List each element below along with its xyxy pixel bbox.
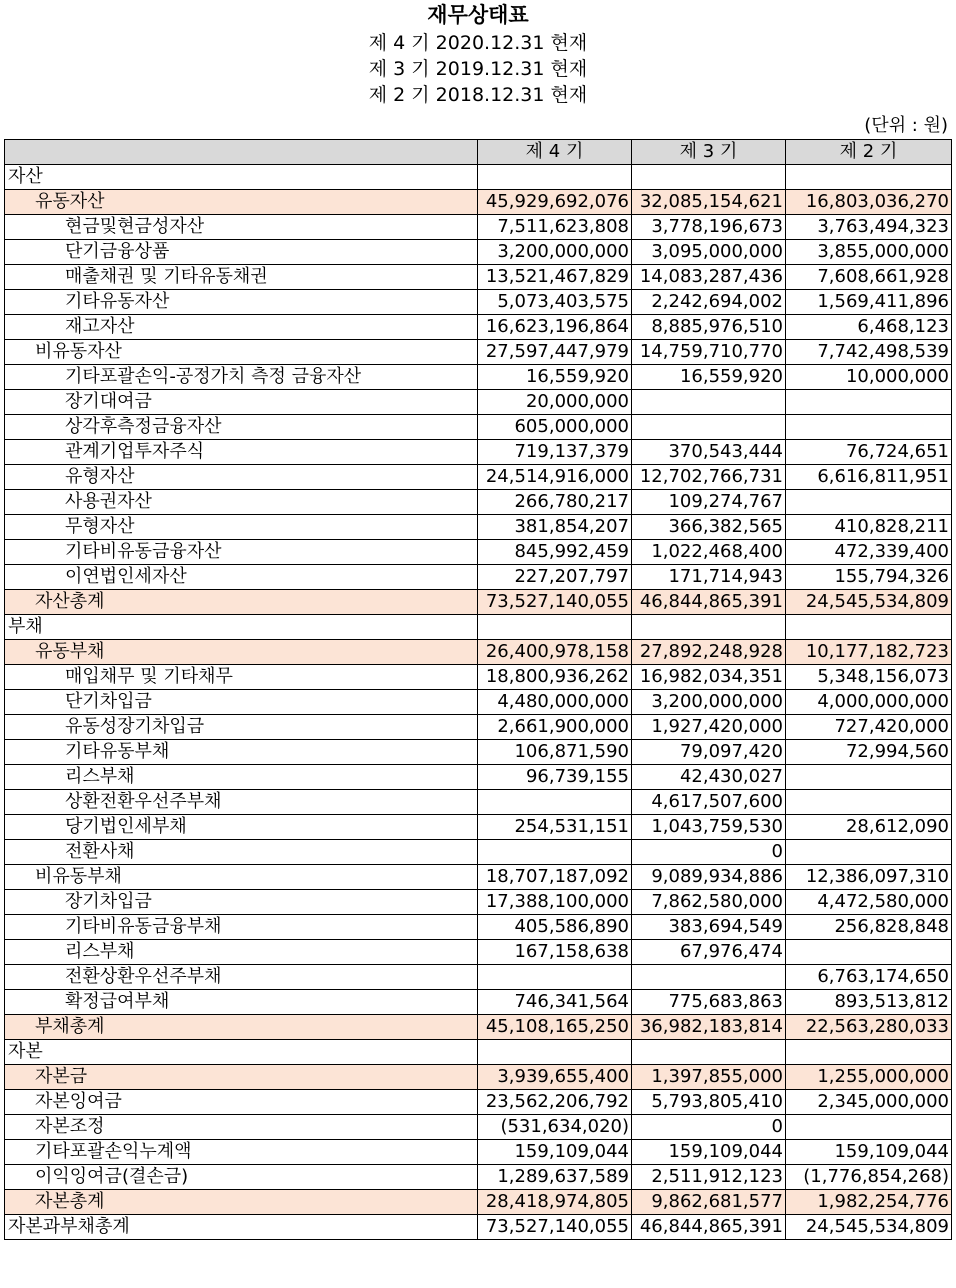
amount-cell: 2,511,912,123 — [632, 1165, 786, 1190]
amount-cell: 14,083,287,436 — [632, 265, 786, 290]
table-row — [5, 665, 952, 690]
account-name: 기타비유동금융자산 — [5, 540, 478, 565]
amount-cell: 79,097,420 — [632, 740, 786, 765]
amount-cell: 12,702,766,731 — [632, 465, 786, 490]
account-name: 매입채무 및 기타채무 — [5, 665, 478, 690]
table-row — [5, 765, 952, 790]
amount-cell: 256,828,848 — [786, 915, 952, 940]
amount-cell: 472,339,400 — [786, 540, 952, 565]
account-name: 전환사채 — [5, 840, 478, 865]
table-row — [5, 215, 952, 240]
amount-cell: 746,341,564 — [478, 990, 632, 1015]
amount-cell: 6,763,174,650 — [786, 965, 952, 990]
amount-cell: 1,982,254,776 — [786, 1190, 952, 1215]
amount-cell: 6,468,123 — [786, 315, 952, 340]
account-name: 이익잉여금(결손금) — [5, 1165, 478, 1190]
account-name: 무형자산 — [5, 515, 478, 540]
amount-cell: 67,976,474 — [632, 940, 786, 965]
amount-cell — [786, 490, 952, 515]
amount-cell: 381,854,207 — [478, 515, 632, 540]
amount-cell — [632, 615, 786, 640]
table-row — [5, 1065, 952, 1090]
header-period-4: 제 4 기 — [478, 140, 632, 165]
amount-cell: 4,617,507,600 — [632, 790, 786, 815]
account-name: 확정급여부채 — [5, 990, 478, 1015]
amount-cell: 7,742,498,539 — [786, 340, 952, 365]
amount-cell: 719,137,379 — [478, 440, 632, 465]
table-row — [5, 865, 952, 890]
table-row — [5, 1140, 952, 1165]
amount-cell: 18,800,936,262 — [478, 665, 632, 690]
amount-cell: 28,612,090 — [786, 815, 952, 840]
table-row — [5, 1115, 952, 1140]
amount-cell: 410,828,211 — [786, 515, 952, 540]
amount-cell: 5,793,805,410 — [632, 1090, 786, 1115]
account-name: 재고자산 — [5, 315, 478, 340]
amount-cell: 3,778,196,673 — [632, 215, 786, 240]
account-name: 자본 — [5, 1040, 478, 1065]
table-row — [5, 465, 952, 490]
amount-cell: 72,994,560 — [786, 740, 952, 765]
table-row — [5, 540, 952, 565]
table-row — [5, 940, 952, 965]
account-name: 부채총계 — [5, 1015, 478, 1040]
amount-cell: 16,559,920 — [632, 365, 786, 390]
account-name: 단기금융상품 — [5, 240, 478, 265]
period-prior-2: 제 2 기 2018.12.31 현재 — [368, 84, 588, 106]
account-name: 사용권자산 — [5, 490, 478, 515]
amount-cell: 76,724,651 — [786, 440, 952, 465]
header-period-2: 제 2 기 — [786, 140, 952, 165]
amount-cell: 727,420,000 — [786, 715, 952, 740]
amount-cell: 3,763,494,323 — [786, 215, 952, 240]
table-row — [5, 615, 952, 640]
amount-cell — [786, 840, 952, 865]
amount-cell — [786, 790, 952, 815]
account-name: 매출채권 및 기타유동채권 — [5, 265, 478, 290]
amount-cell: 20,000,000 — [478, 390, 632, 415]
amount-cell: 24,514,916,000 — [478, 465, 632, 490]
amount-cell: 171,714,943 — [632, 565, 786, 590]
account-name: 관계기업투자주식 — [5, 440, 478, 465]
table-row — [5, 1090, 952, 1115]
account-name: 자본금 — [5, 1065, 478, 1090]
table-row — [5, 490, 952, 515]
table-row — [5, 715, 952, 740]
account-name: 단기차입금 — [5, 690, 478, 715]
account-name: 전환상환우선주부채 — [5, 965, 478, 990]
header-row — [5, 140, 952, 165]
account-name: 부채 — [5, 615, 478, 640]
amount-cell: 8,885,976,510 — [632, 315, 786, 340]
amount-cell: 3,855,000,000 — [786, 240, 952, 265]
amount-cell: 13,521,467,829 — [478, 265, 632, 290]
account-name: 유동성장기차입금 — [5, 715, 478, 740]
amount-cell: 266,780,217 — [478, 490, 632, 515]
amount-cell: 32,085,154,621 — [632, 190, 786, 215]
table-row — [5, 740, 952, 765]
table-row — [5, 1015, 952, 1040]
account-name: 리스부채 — [5, 940, 478, 965]
amount-cell: 12,386,097,310 — [786, 865, 952, 890]
account-name: 자본총계 — [5, 1190, 478, 1215]
amount-cell: (1,776,854,268) — [786, 1165, 952, 1190]
amount-cell: 159,109,044 — [632, 1140, 786, 1165]
table-row — [5, 990, 952, 1015]
amount-cell: 405,586,890 — [478, 915, 632, 940]
amount-cell: 10,177,182,723 — [786, 640, 952, 665]
amount-cell — [478, 840, 632, 865]
amount-cell: 18,707,187,092 — [478, 865, 632, 890]
account-name: 상환전환우선주부채 — [5, 790, 478, 815]
table-row — [5, 515, 952, 540]
table-row — [5, 340, 952, 365]
account-name: 자본과부채총계 — [5, 1215, 478, 1240]
table-row — [5, 390, 952, 415]
account-name: 현금및현금성자산 — [5, 215, 478, 240]
amount-cell: 26,400,978,158 — [478, 640, 632, 665]
amount-cell: 9,089,934,886 — [632, 865, 786, 890]
amount-cell: 2,661,900,000 — [478, 715, 632, 740]
amount-cell: 36,982,183,814 — [632, 1015, 786, 1040]
amount-cell: 167,158,638 — [478, 940, 632, 965]
amount-cell: 7,511,623,808 — [478, 215, 632, 240]
amount-cell: 227,207,797 — [478, 565, 632, 590]
table-row — [5, 265, 952, 290]
amount-cell: 46,844,865,391 — [632, 590, 786, 615]
table-row — [5, 365, 952, 390]
amount-cell — [478, 790, 632, 815]
table-row — [5, 440, 952, 465]
amount-cell — [786, 1115, 952, 1140]
table-row — [5, 690, 952, 715]
account-name: 자본조정 — [5, 1115, 478, 1140]
amount-cell: 5,348,156,073 — [786, 665, 952, 690]
account-name: 리스부채 — [5, 765, 478, 790]
amount-cell — [478, 965, 632, 990]
amount-cell: 4,472,580,000 — [786, 890, 952, 915]
table-row — [5, 190, 952, 215]
amount-cell: 27,892,248,928 — [632, 640, 786, 665]
amount-cell: 2,242,694,002 — [632, 290, 786, 315]
amount-cell: 16,559,920 — [478, 365, 632, 390]
amount-cell — [786, 165, 952, 190]
account-name: 자본잉여금 — [5, 1090, 478, 1115]
header-period-3: 제 3 기 — [632, 140, 786, 165]
amount-cell: 1,569,411,896 — [786, 290, 952, 315]
amount-cell — [786, 765, 952, 790]
amount-cell: 3,939,655,400 — [478, 1065, 632, 1090]
amount-cell: 106,871,590 — [478, 740, 632, 765]
amount-cell: 73,527,140,055 — [478, 590, 632, 615]
amount-cell: 605,000,000 — [478, 415, 632, 440]
table-row — [5, 890, 952, 915]
table-row — [5, 815, 952, 840]
amount-cell: 28,418,974,805 — [478, 1190, 632, 1215]
amount-cell: 10,000,000 — [786, 365, 952, 390]
account-name: 기타유동자산 — [5, 290, 478, 315]
amount-cell: 7,608,661,928 — [786, 265, 952, 290]
table-row — [5, 840, 952, 865]
table-row — [5, 965, 952, 990]
amount-cell: 16,803,036,270 — [786, 190, 952, 215]
table-row — [5, 915, 952, 940]
amount-cell: 155,794,326 — [786, 565, 952, 590]
table-row — [5, 415, 952, 440]
amount-cell: 775,683,863 — [632, 990, 786, 1015]
statement-title: 재무상태표 — [427, 3, 529, 27]
amount-cell: 23,562,206,792 — [478, 1090, 632, 1115]
amount-cell: 96,739,155 — [478, 765, 632, 790]
amount-cell: 6,616,811,951 — [786, 465, 952, 490]
table-row — [5, 590, 952, 615]
amount-cell: 2,345,000,000 — [786, 1090, 952, 1115]
account-name: 상각후측정금융자산 — [5, 415, 478, 440]
amount-cell: 370,543,444 — [632, 440, 786, 465]
amount-cell: 46,844,865,391 — [632, 1215, 786, 1240]
amount-cell — [632, 965, 786, 990]
amount-cell — [478, 1040, 632, 1065]
balance-sheet-table — [4, 139, 952, 1240]
amount-cell: 9,862,681,577 — [632, 1190, 786, 1215]
amount-cell: 1,043,759,530 — [632, 815, 786, 840]
table-row — [5, 165, 952, 190]
amount-cell: 893,513,812 — [786, 990, 952, 1015]
amount-cell: 845,992,459 — [478, 540, 632, 565]
table-row — [5, 640, 952, 665]
table-row — [5, 1215, 952, 1240]
amount-cell — [632, 1040, 786, 1065]
amount-cell — [632, 165, 786, 190]
table-body — [5, 165, 952, 1240]
amount-cell: 109,274,767 — [632, 490, 786, 515]
amount-cell — [632, 390, 786, 415]
amount-cell: 16,623,196,864 — [478, 315, 632, 340]
account-name: 기타포괄손익-공정가치 측정 금융자산 — [5, 365, 478, 390]
amount-cell: 0 — [632, 840, 786, 865]
account-name: 당기법인세부채 — [5, 815, 478, 840]
amount-cell: 42,430,027 — [632, 765, 786, 790]
amount-cell: 1,255,000,000 — [786, 1065, 952, 1090]
amount-cell: 45,108,165,250 — [478, 1015, 632, 1040]
account-name: 유동자산 — [5, 190, 478, 215]
amount-cell: 1,927,420,000 — [632, 715, 786, 740]
amount-cell: 24,545,534,809 — [786, 590, 952, 615]
account-name: 자산 — [5, 165, 478, 190]
amount-cell — [786, 415, 952, 440]
account-name: 기타포괄손익누계액 — [5, 1140, 478, 1165]
amount-cell — [786, 390, 952, 415]
unit-label: (단위 : 원) — [864, 115, 948, 136]
account-name: 기타비유동금융부채 — [5, 915, 478, 940]
account-name: 유동부채 — [5, 640, 478, 665]
period-prior: 제 3 기 2019.12.31 현재 — [368, 58, 588, 80]
account-name: 장기차입금 — [5, 890, 478, 915]
table-row — [5, 1190, 952, 1215]
amount-cell: 27,597,447,979 — [478, 340, 632, 365]
amount-cell: 4,000,000,000 — [786, 690, 952, 715]
amount-cell: 73,527,140,055 — [478, 1215, 632, 1240]
amount-cell: 24,545,534,809 — [786, 1215, 952, 1240]
amount-cell — [478, 615, 632, 640]
table-row — [5, 290, 952, 315]
amount-cell: 159,109,044 — [786, 1140, 952, 1165]
account-name: 이연법인세자산 — [5, 565, 478, 590]
account-name: 기타유동부채 — [5, 740, 478, 765]
amount-cell: 383,694,549 — [632, 915, 786, 940]
amount-cell: 5,073,403,575 — [478, 290, 632, 315]
amount-cell: 3,200,000,000 — [632, 690, 786, 715]
amount-cell — [478, 165, 632, 190]
header-account — [5, 140, 478, 165]
amount-cell — [786, 940, 952, 965]
amount-cell — [786, 1040, 952, 1065]
amount-cell: 0 — [632, 1115, 786, 1140]
amount-cell: 1,397,855,000 — [632, 1065, 786, 1090]
amount-cell: 1,022,468,400 — [632, 540, 786, 565]
amount-cell: 17,388,100,000 — [478, 890, 632, 915]
amount-cell — [632, 415, 786, 440]
amount-cell: 22,563,280,033 — [786, 1015, 952, 1040]
amount-cell: 254,531,151 — [478, 815, 632, 840]
period-current: 제 4 기 2020.12.31 현재 — [368, 32, 588, 54]
account-name: 장기대여금 — [5, 390, 478, 415]
amount-cell: 45,929,692,076 — [478, 190, 632, 215]
account-name: 자산총계 — [5, 590, 478, 615]
table-row — [5, 1040, 952, 1065]
amount-cell: 3,200,000,000 — [478, 240, 632, 265]
amount-cell: 159,109,044 — [478, 1140, 632, 1165]
table-row — [5, 315, 952, 340]
amount-cell: (531,634,020) — [478, 1115, 632, 1140]
table-row — [5, 565, 952, 590]
amount-cell: 4,480,000,000 — [478, 690, 632, 715]
account-name: 비유동부채 — [5, 865, 478, 890]
amount-cell: 14,759,710,770 — [632, 340, 786, 365]
table-row — [5, 790, 952, 815]
table-row — [5, 240, 952, 265]
table-row — [5, 1165, 952, 1190]
amount-cell: 7,862,580,000 — [632, 890, 786, 915]
amount-cell: 366,382,565 — [632, 515, 786, 540]
amount-cell: 1,289,637,589 — [478, 1165, 632, 1190]
amount-cell: 16,982,034,351 — [632, 665, 786, 690]
account-name: 비유동자산 — [5, 340, 478, 365]
amount-cell — [786, 615, 952, 640]
amount-cell: 3,095,000,000 — [632, 240, 786, 265]
account-name: 유형자산 — [5, 465, 478, 490]
